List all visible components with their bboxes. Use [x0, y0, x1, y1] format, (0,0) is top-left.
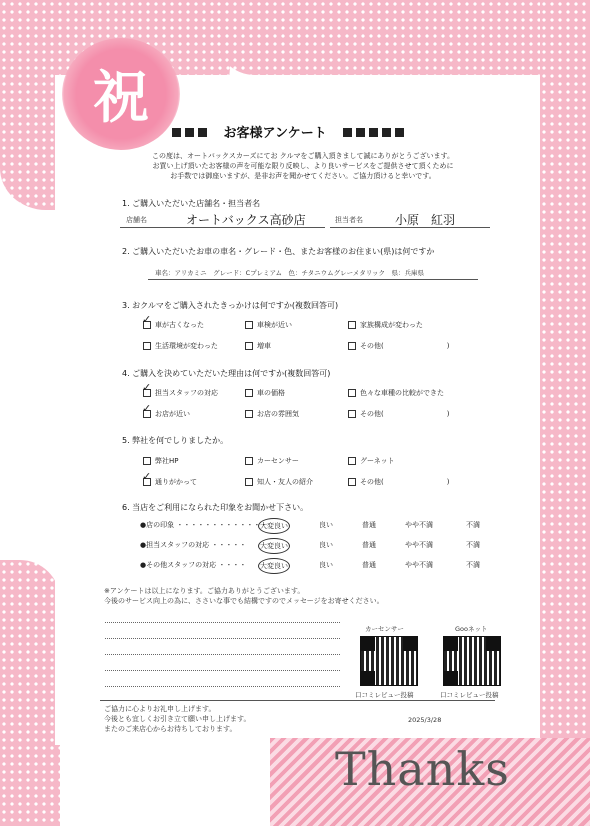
q5-option-3-label: グーネット [360, 457, 395, 465]
checkbox[interactable] [143, 342, 151, 350]
message-line-1 [105, 622, 340, 623]
checkbox[interactable] [348, 478, 356, 486]
q6-row-1-choice-4[interactable]: やや不満 [405, 521, 433, 529]
closing-line-1: ※アンケートは以上になります。ご協力ありがとうございます。 [104, 587, 305, 595]
q3-option-3[interactable] [348, 320, 423, 330]
question-3-label: 3. おクルマをご購入されたきっかけは何ですか(複数回答可) [122, 301, 339, 310]
message-line-5 [105, 686, 340, 687]
question-1-label: 1. ご購入いただいた店舗名・担当者名 [122, 199, 261, 208]
q3-option-4[interactable] [143, 341, 218, 351]
footer-divider [100, 700, 495, 701]
checkbox[interactable] [245, 389, 253, 397]
checkbox[interactable] [348, 342, 356, 350]
message-line-3 [105, 654, 340, 655]
q4-option-1[interactable] [143, 388, 218, 398]
qr-code-carsensor[interactable] [360, 636, 418, 686]
selected-circle: 大変良い [258, 518, 290, 534]
celebration-stamp [62, 38, 180, 150]
q6-row-3-choice-1[interactable] [258, 558, 290, 574]
q4-option-5[interactable] [245, 409, 299, 419]
q4-option-2-label: 車の価格 [257, 389, 285, 397]
store-value: オートバックス高砂店 [186, 213, 306, 227]
q2-underline [148, 279, 478, 280]
selected-circle: 大変良い [258, 538, 290, 554]
q4-option-4[interactable] [143, 409, 190, 419]
q4-option-4-label: お店が近い [155, 410, 190, 418]
question-6-label: 6. 当店をご利用になられた印象をお聞かせ下さい。 [122, 503, 309, 512]
checkbox[interactable] [245, 457, 253, 465]
q6-row-2-choice-1[interactable] [258, 538, 290, 554]
qr-1-title: カーセンサー [365, 625, 404, 633]
page-title [170, 122, 406, 141]
q6-row-1-choice-1[interactable] [258, 518, 290, 534]
q6-row-1-choice-3[interactable]: 普通 [362, 521, 376, 529]
q5-option-6[interactable] [348, 477, 449, 487]
qr-2-title: Gooネット [455, 625, 488, 633]
qr-1-caption: 口コミレビュー投稿 [355, 691, 414, 699]
footer-line-3: またのご来店心からお待ちしております。 [104, 725, 237, 733]
checkbox-checked[interactable] [143, 389, 151, 397]
q3-option-1-label: 車が古くなった [155, 321, 204, 329]
question-4-label: 4. ご購入を決めていただいた理由は何ですか(複数回答可) [122, 369, 331, 378]
checkbox[interactable] [245, 321, 253, 329]
question-5-label: 5. 弊社を何でしりましたか。 [122, 436, 229, 445]
q3-option-4-label: 生活環境が変わった [155, 342, 218, 350]
checkbox[interactable] [348, 410, 356, 418]
qr-code-goonet[interactable] [443, 636, 501, 686]
selected-circle: 大変良い [258, 558, 290, 574]
closing-line-2: 今後のサービス向上の為に、ささいな事でも結構ですのでメッセージをお寄せください。 [104, 597, 384, 605]
store-underline [120, 227, 325, 228]
q3-option-2[interactable] [245, 320, 292, 330]
pink-dot-background-right [540, 0, 590, 826]
staff-underline [330, 227, 490, 228]
q6-row-2-choice-3[interactable]: 普通 [362, 541, 376, 549]
staff-value: 小原 紅羽 [395, 213, 456, 227]
q4-option-3-label: 色々な車種の比較ができた [360, 389, 444, 397]
question-2-answer: 車名：アリカミニ グレード：Cプレミアム 色：チタニウムグレーメタリック 県：兵庫県 [155, 269, 425, 277]
q5-option-2[interactable] [245, 456, 299, 466]
celebration-char: 祝 [93, 65, 149, 131]
staff-label: 担当者名 [335, 216, 363, 224]
q3-option-6[interactable] [348, 341, 449, 351]
message-line-4 [105, 670, 340, 671]
checkbox-checked[interactable] [143, 478, 151, 486]
intro-line-3: お手数では御座いますが、是非お声を聞かせてください。ご協力頂けると幸いです。 [170, 172, 436, 180]
q5-option-1[interactable] [143, 456, 179, 466]
q6-row-3-choice-4[interactable]: やや不満 [405, 561, 433, 569]
q5-option-3[interactable] [348, 456, 395, 466]
q3-option-5[interactable] [245, 341, 271, 351]
pink-dot-background-top [215, 0, 590, 75]
footer-date: 2025/3/28 [408, 716, 442, 724]
checkbox[interactable] [348, 321, 356, 329]
pink-dot-background-bottom-left [0, 560, 60, 826]
q4-option-3[interactable] [348, 388, 444, 398]
intro-line-2: お買い上げ頂いたお客様の声を可能な限り反映し、より良いサービスをご提供させて頂くために [152, 162, 454, 170]
q5-option-5-label: 知人・友人の紹介 [257, 478, 313, 486]
q5-option-4[interactable] [143, 477, 197, 487]
q6-row-1-choice-2[interactable]: 良い [319, 521, 333, 529]
q6-row-1-label: ●店の印象 ・・・・・・・・・・・・・ [140, 521, 268, 529]
q4-option-6[interactable] [348, 409, 449, 419]
intro-text [118, 151, 488, 181]
q3-option-6-label: その他( ) [360, 342, 450, 350]
checkbox[interactable] [245, 410, 253, 418]
intro-line-1: この度は、オートバックスカーズにてお クルマをご購入頂きまして誠にありがとうございます。 [152, 152, 454, 160]
q6-row-2-choice-5[interactable]: 不満 [466, 541, 480, 549]
q6-row-3-choice-2[interactable]: 良い [319, 561, 333, 569]
q4-option-5-label: お店の雰囲気 [257, 410, 299, 418]
q3-option-5-label: 増車 [257, 342, 271, 350]
checkbox-checked[interactable] [143, 410, 151, 418]
q6-row-3-choice-3[interactable]: 普通 [362, 561, 376, 569]
q6-row-2-choice-2[interactable]: 良い [319, 541, 333, 549]
q4-option-2[interactable] [245, 388, 285, 398]
checkbox-checked[interactable] [143, 321, 151, 329]
qr-2-caption: 口コミレビュー投稿 [440, 691, 499, 699]
q6-row-1-choice-5[interactable]: 不満 [466, 521, 480, 529]
q4-option-6-label: その他( ) [360, 410, 450, 418]
q6-row-3-label: ●その他スタッフの対応 ・・・・ [140, 561, 247, 569]
q5-option-4-label: 通りがかって [155, 478, 197, 486]
q5-option-1-label: 弊社HP [155, 457, 179, 465]
checkbox[interactable] [245, 342, 253, 350]
q5-option-6-label: その他( ) [360, 478, 450, 486]
title-text: お客様アンケート [223, 126, 327, 141]
question-2-label: 2. ご購入いただいたお車の車名・グレード・色、またお客様のお住まい(県)は何ですか [122, 247, 435, 256]
message-line-2 [105, 638, 340, 639]
checkbox[interactable] [245, 478, 253, 486]
store-label: 店舗名 [126, 216, 147, 224]
q3-option-1[interactable] [143, 320, 204, 330]
q6-row-2-label: ●担当スタッフの対応 ・・・・・ [140, 541, 247, 549]
footer-line-1: ご協力に心よりお礼申し上げます。 [104, 705, 216, 713]
q4-option-1-label: 担当スタッフの対応 [155, 389, 218, 397]
q6-row-3-choice-5[interactable]: 不満 [466, 561, 480, 569]
q6-row-2-choice-4[interactable]: やや不満 [405, 541, 433, 549]
q5-option-5[interactable] [245, 477, 313, 487]
q3-option-3-label: 家族構成が変わった [360, 321, 423, 329]
checkbox[interactable] [348, 457, 356, 465]
thanks-text: Thanks [335, 742, 510, 796]
checkbox[interactable] [143, 457, 151, 465]
q5-option-2-label: カーセンサー [257, 457, 299, 465]
footer-line-2: 今後とも宜しくお引き立て願い申し上げます。 [104, 715, 251, 723]
checkbox[interactable] [348, 389, 356, 397]
q3-option-2-label: 車検が近い [257, 321, 292, 329]
